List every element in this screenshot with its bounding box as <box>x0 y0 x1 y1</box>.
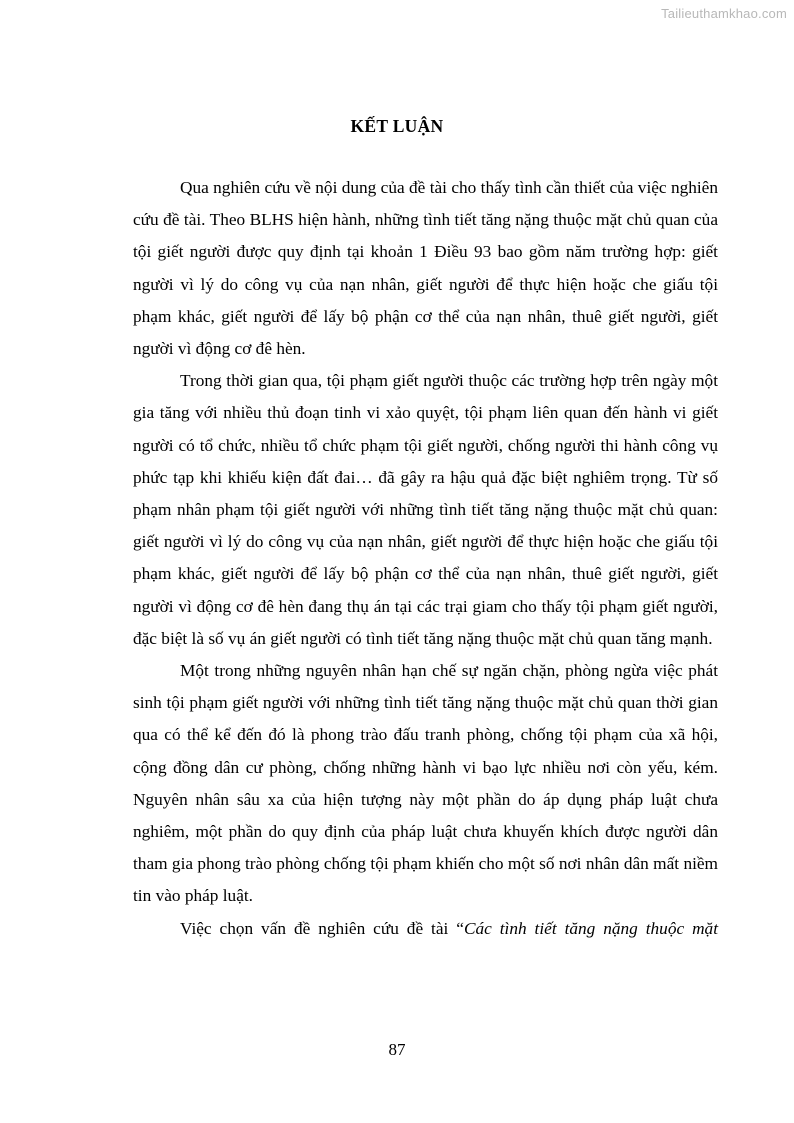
body-text <box>133 172 718 945</box>
paragraph-2: Trong thời gian qua, tội phạm giết người thuộc các trường hợp trên ngày một gia tăng với nhiều thủ đoạn tinh vi xảo quyệt, tội phạm liên quan đến hành vi giết người có tổ chức, nhiều tổ chức phạm tội giết người, chống người thi hành công vụ phức tạp khi khiếu kiện đất đai… đã gây ra hậu quả đặc biệt nghiêm trọng. Từ số phạm nhân phạm tội giết người với những tình tiết tăng nặng thuộc mặt chủ quan: giết người vì lý do công vụ của nạn nhân, giết người để thực hiện hoặc che giấu tội phạm khác, giết người để lấy bộ phận cơ thể của nạn nhân, thuê giết người, giết người vì động cơ đê hèn đang thụ án tại các trại giam cho thấy tội phạm giết người, đặc biệt là số vụ án giết người có tình tiết tăng nặng thuộc mặt chủ quan tăng mạnh. <box>133 371 718 648</box>
paragraph-3: Một trong những nguyên nhân hạn chế sự ngăn chặn, phòng ngừa việc phát sinh tội phạm giết người với những tình tiết tăng nặng thuộc mặt chủ quan thời gian qua có thể kể đến đó là phong trào đấu tranh phòng, chống tội phạm của xã hội, cộng đồng dân cư phòng, chống những hành vi bạo lực nhiều nơi còn yếu, kém. Nguyên nhân sâu xa của hiện tượng này một phần do áp dụng pháp luật chưa nghiêm, một phần do quy định của pháp luật chưa khuyến khích được người dân tham gia phong trào phòng chống tội phạm khiến cho một số nơi nhân dân mất niềm tin vào pháp luật. <box>133 661 718 906</box>
paragraph-1: Qua nghiên cứu về nội dung của đề tài cho thấy tình cần thiết của việc nghiên cứu đề tài. Theo BLHS hiện hành, những tình tiết tăng nặng thuộc mặt chủ quan của tội giết người được quy định tại khoản 1 Điều 93 bao gồm năm trường hợp: giết người vì lý do công vụ của nạn nhân, giết người để thực hiện hoặc che giấu tội phạm khác, giết người để lấy bộ phận cơ thể của nạn nhân, thuê giết người, giết người vì động cơ đê hèn. <box>133 178 718 359</box>
watermark-text: Tailieuthamkhao.com <box>661 6 787 21</box>
paragraph-4-italic: Các tình tiết tăng nặng thuộc mặt <box>463 918 719 938</box>
page-number: 87 <box>388 1040 406 1059</box>
page-title: KẾT LUẬN <box>350 116 444 136</box>
paragraph-4-normal: Việc chọn vấn đề nghiên cứu đề tài “ <box>180 918 464 938</box>
paragraph-4 <box>133 913 718 945</box>
